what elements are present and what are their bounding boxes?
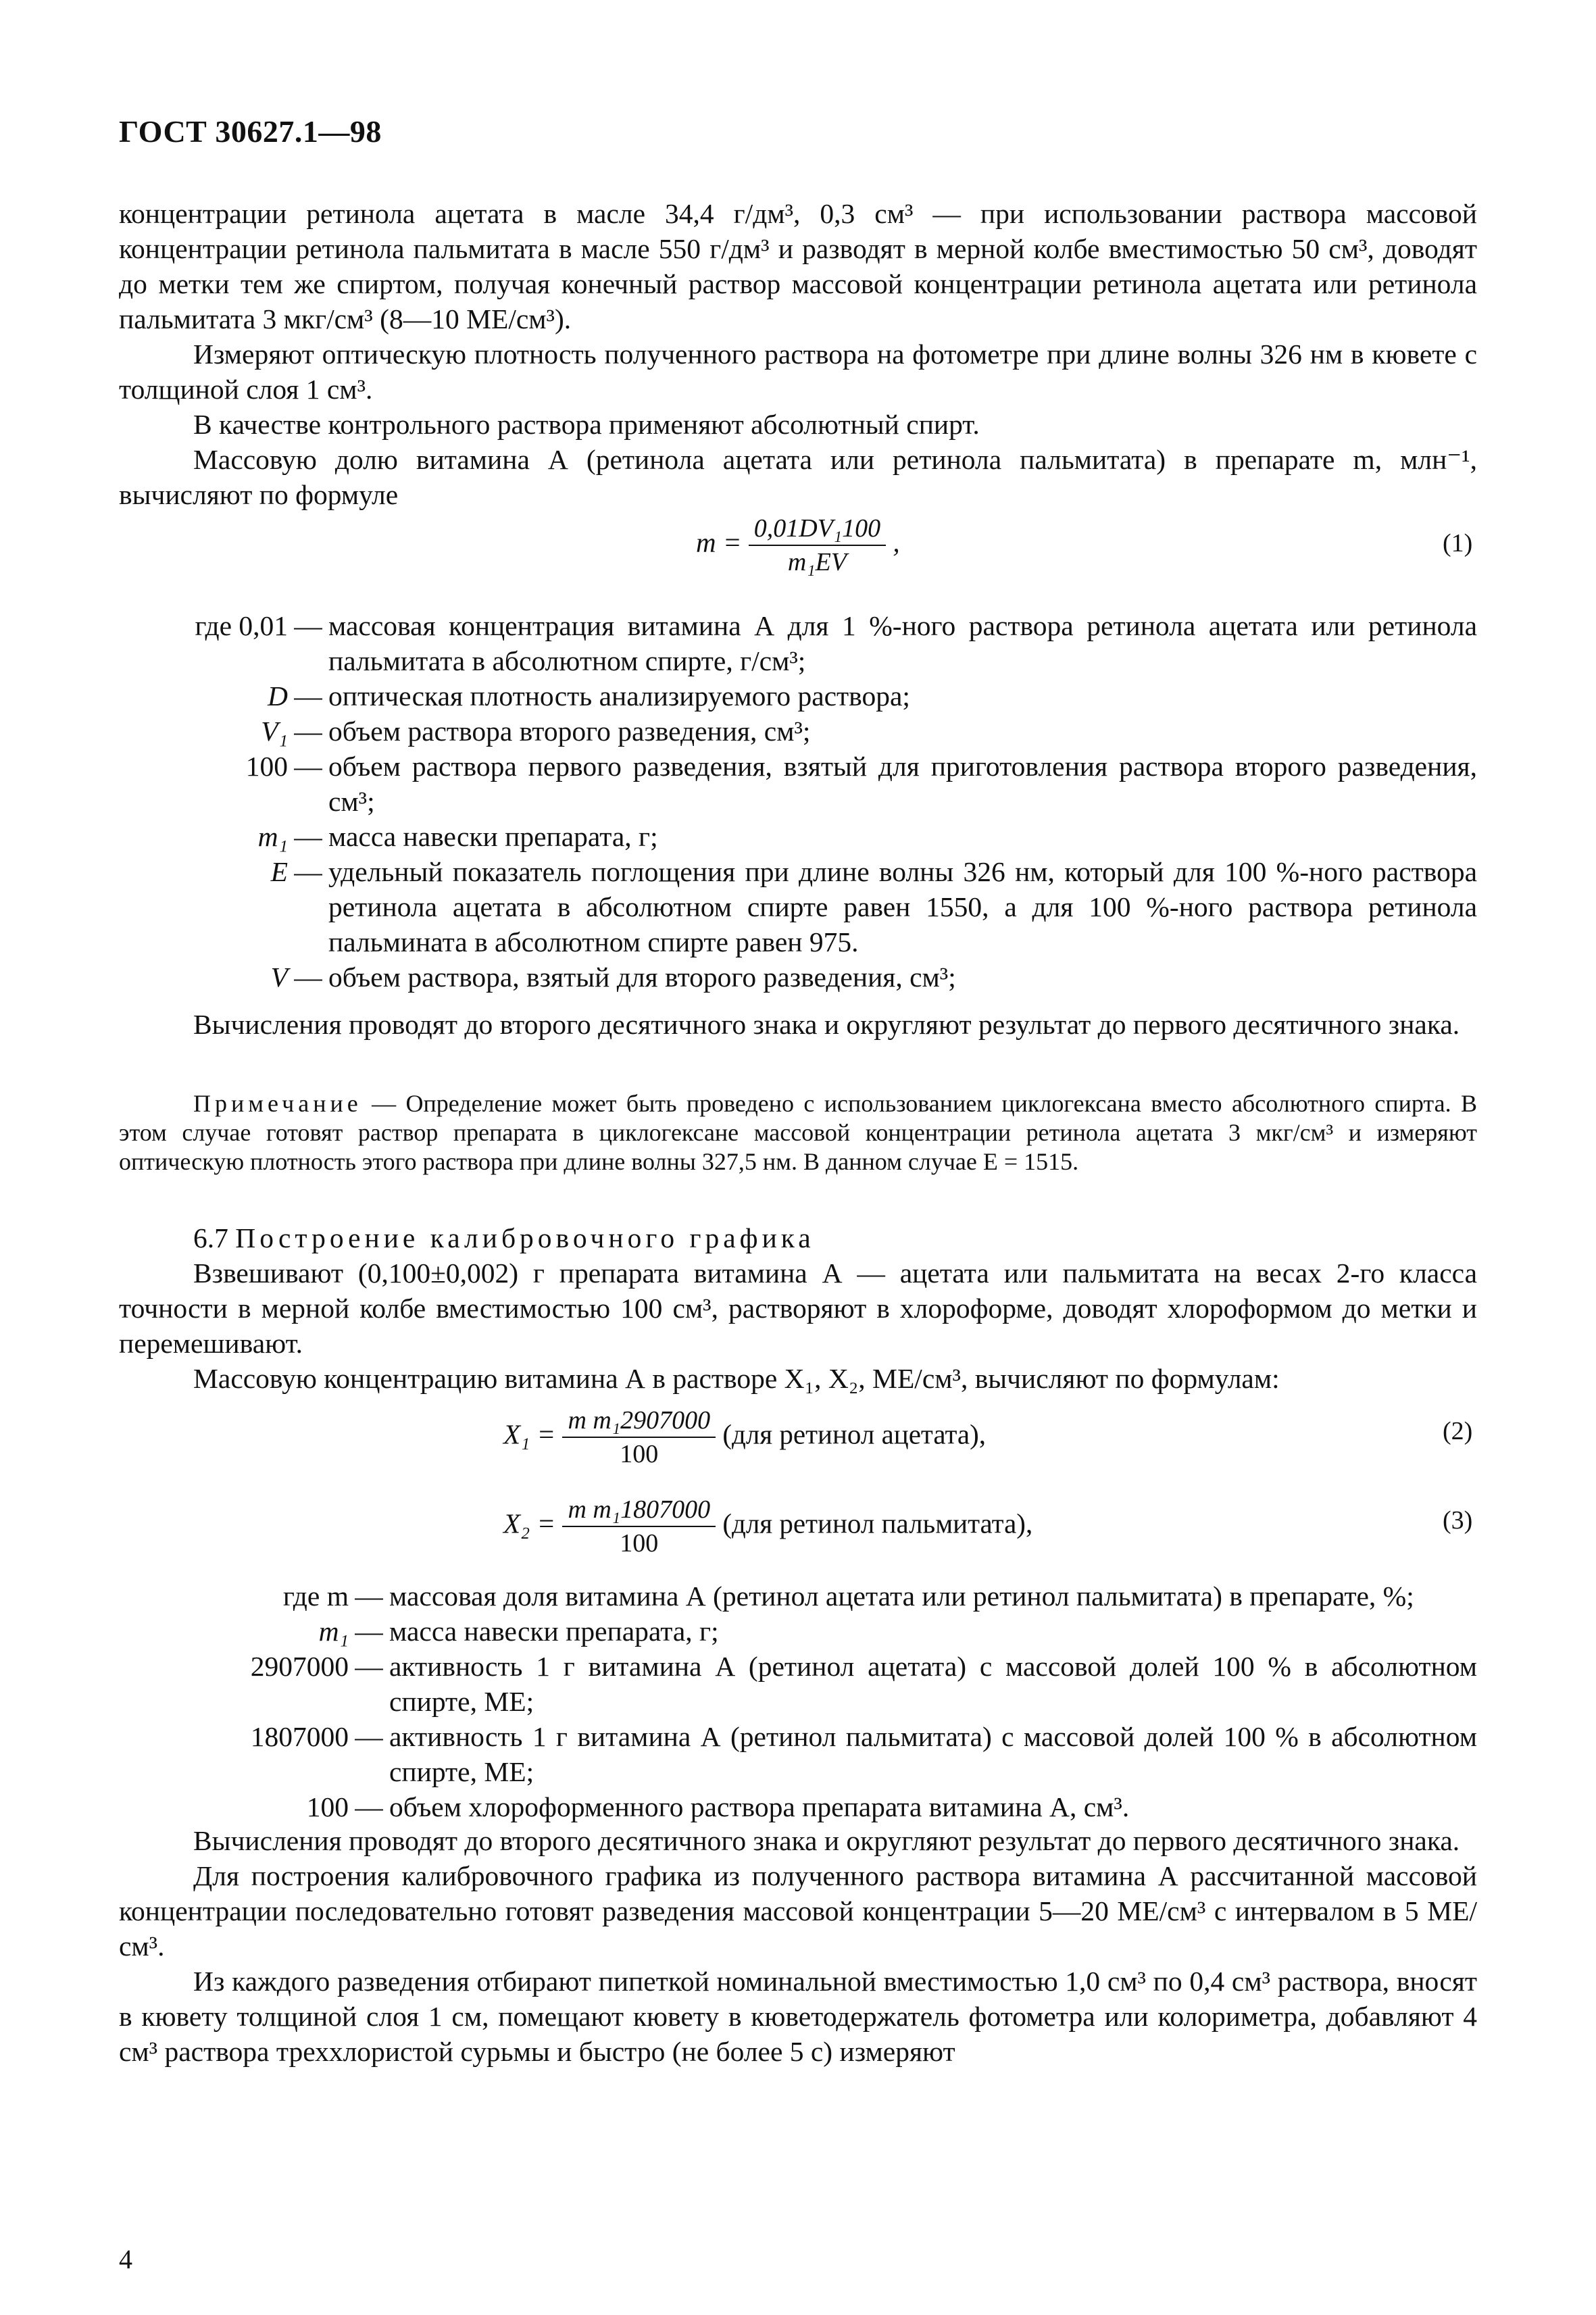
- definition-item: [119, 1649, 1477, 1719]
- definition-item: [119, 749, 1477, 819]
- formula-2-fraction: [562, 1405, 716, 1469]
- definition-item: [119, 714, 1477, 749]
- note-label: Примечание: [193, 1090, 362, 1117]
- definition-text: объем раствора, взятый для второго разведения, см³;: [328, 962, 956, 993]
- definition-item: [119, 1578, 1477, 1614]
- formula-2-denominator: 100: [620, 1440, 659, 1468]
- definition-symbol: m₁: [257, 821, 288, 852]
- definition-item: [119, 960, 1477, 995]
- formula-2-lhs: X₁ =: [503, 1418, 556, 1450]
- formula-1-fraction: [749, 514, 886, 577]
- formula-1-numerator: 0,01DV₁100: [749, 514, 886, 546]
- paragraph-6: Взвешивают (0,100±0,002) г препарата витамина А — ацетата или пальмитата на весах 2-го класса точности в мерной колбе вместимостью 100 см³, растворяют в хлороформе, доводят хлороформом до метки и перемешивают.: [119, 1258, 1477, 1359]
- definition-item: [119, 854, 1477, 960]
- definition-text: масса навески препарата, г;: [389, 1616, 719, 1647]
- body-block-1: [119, 196, 1477, 512]
- page-header: ГОСТ 30627.1—98: [119, 114, 382, 149]
- paragraph-1: концентрации ретинола ацетата в масле 34,4 г/дм³, 0,3 см³ — при использовании раствора массовой концентрации ретинола пальмитата в масле 550 г/дм³ и разводят в мерной колбе вместимостью 50 см³, доводят до метки тем же спиртом, получая конечный раствор массовой концентрации ретинола ацетата или ретинола пальмитата 3 мкг/см³ (8—10 МЕ/см³).: [119, 198, 1477, 334]
- definition-item: [119, 608, 1477, 678]
- paragraph-7: Массовую концентрацию витамина А в растворе X₁, X₂, МЕ/см³, вычисляют по формулам:: [193, 1363, 1280, 1394]
- definition-symbol: m₁: [318, 1616, 349, 1647]
- definition-symbol: V₁: [261, 716, 288, 747]
- definition-text: объем раствора второго разведения, см³;: [328, 716, 811, 747]
- paragraph-8: Вычисления проводят до второго десятичного знака и округляют результат до первого десятичного знака.: [193, 1825, 1460, 1856]
- paragraph-4: Массовую долю витамина А (ретинола ацетата или ретинола пальмитата) в препарате m, млн⁻¹, вычисляют по формуле: [119, 444, 1477, 510]
- definition-text: активность 1 г витамина А (ретинол ацетата) с массовой долей 100 % в абсолютном спирте, МЕ;: [389, 1651, 1477, 1717]
- formula-1-tail: ,: [893, 526, 900, 558]
- paragraph-2: Измеряют оптическую плотность полученного раствора на фотометре при длине волны 326 нм в кювете с толщиной слоя 1 см³.: [119, 339, 1477, 405]
- definition-symbol: где m: [282, 1580, 349, 1612]
- definition-text: оптическая плотность анализируемого раствора;: [328, 680, 910, 712]
- formula-3-tail: (для ретинол пальмитата),: [722, 1508, 1033, 1539]
- note-block: [119, 1089, 1477, 1176]
- formula-3: [503, 1495, 1032, 1558]
- definition-dash: —: [355, 1616, 383, 1647]
- definitions-2: [119, 1578, 1477, 1824]
- definition-dash: —: [294, 610, 322, 641]
- definition-item: [119, 1789, 1477, 1824]
- definition-item: [119, 819, 1477, 854]
- definition-text: массовая доля витамина А (ретинол ацетата или ретинол пальмитата) в препарате, %;: [389, 1580, 1414, 1612]
- formula-1-denominator: m₁EV: [787, 548, 847, 576]
- formula-3-fraction: [562, 1495, 716, 1558]
- definition-symbol: 100: [306, 1791, 349, 1822]
- paragraph-9: Для построения калибровочного графика из полученного раствора витамина А рассчитанной массовой концентрации последовательно готовят разведения массовой концентрации 5—20 МЕ/см³ с интервалом в 5 МЕ/см³.: [119, 1860, 1477, 1962]
- section-title: Построение калибровочного графика: [235, 1222, 815, 1253]
- note-paragraph: [119, 1089, 1477, 1176]
- formula-2-tail: (для ретинол ацетата),: [722, 1418, 986, 1450]
- section-number: 6.7: [193, 1222, 228, 1253]
- definition-item: [119, 1614, 1477, 1649]
- definition-item: [119, 678, 1477, 714]
- definition-item: [119, 1719, 1477, 1789]
- formula-2-numerator: m m₁2907000: [562, 1405, 716, 1438]
- definition-dash: —: [294, 716, 322, 747]
- definition-text: объем хлороформенного раствора препарата витамина А, см³.: [389, 1791, 1130, 1822]
- definition-dash: —: [355, 1651, 383, 1682]
- definition-dash: —: [355, 1580, 383, 1612]
- definition-symbol: где 0,01: [195, 610, 288, 641]
- formula-1: [696, 514, 900, 577]
- definition-symbol: 100: [245, 751, 288, 782]
- formula-3-lhs: X₂ =: [503, 1508, 556, 1539]
- definition-text: массовая концентрация витамина А для 1 %-ного раствора ретинола ацетата или ретинола пальмитата в абсолютном спирте, г/см³;: [328, 610, 1477, 676]
- formula-2: [503, 1405, 986, 1469]
- formula-2-number: (2): [1443, 1417, 1473, 1445]
- paragraph-10: Из каждого разведения отбирают пипеткой номинальной вместимостью 1,0 см³ по 0,4 см³ раствора, вносят в кювету толщиной слоя 1 см, помещают кювету в кюветодержатель фотометра или колориметра, добавляют 4 см³ раствора треххлористой сурьмы и быстро (не более 5 с) измеряют: [119, 1966, 1477, 2067]
- definition-dash: —: [355, 1721, 383, 1752]
- formula-3-number: (3): [1443, 1506, 1473, 1535]
- definition-text: масса навески препарата, г;: [328, 821, 658, 852]
- formula-1-number: (1): [1443, 529, 1473, 557]
- definition-symbol: V: [270, 962, 288, 993]
- definition-dash: —: [294, 856, 322, 887]
- section-6-7: [119, 1220, 1477, 1396]
- section-heading: [119, 1220, 1477, 1255]
- body-block-2: [119, 1823, 1477, 2069]
- definition-symbol: D: [268, 680, 288, 712]
- note-text: — Определение может быть проведено с использованием циклогексана вместо абсолютного спирта. В этом случае готовят раствор препарата в циклогексане массовой концентрации ретинола ацетата 3 мкг/см³ и измеряют оптическую плотность этого раствора при длине волны 327,5 нм. В данном случае E = 1515.: [119, 1090, 1477, 1175]
- definition-dash: —: [294, 962, 322, 993]
- definition-dash: —: [294, 751, 322, 782]
- definition-dash: —: [294, 821, 322, 852]
- definition-dash: —: [294, 680, 322, 712]
- definition-symbol: 2907000: [250, 1651, 349, 1682]
- definition-symbol: 1807000: [250, 1721, 349, 1752]
- definition-symbol: E: [270, 856, 288, 887]
- definition-text: объем раствора первого разведения, взятый для приготовления раствора второго разведения, см³;: [328, 751, 1477, 817]
- definitions-1: [119, 608, 1477, 995]
- definition-text: удельный показатель поглощения при длине волны 326 нм, который для 100 %-ного раствора ретинола ацетата в абсолютном спирте равен 1550, а для 100 %-ного раствора ретинола пальмината в абсолютном спирте равен 975.: [328, 856, 1477, 957]
- formula-3-denominator: 100: [620, 1529, 659, 1558]
- definition-text: активность 1 г витамина А (ретинол пальмитата) с массовой долей 100 % в абсолютном спирте, МЕ;: [389, 1721, 1477, 1787]
- paragraph-5: Вычисления проводят до второго десятичного знака и округляют результат до первого десятичного знака.: [193, 1009, 1460, 1040]
- paragraph-3: В качестве контрольного раствора применяют абсолютный спирт.: [193, 409, 980, 440]
- formula-3-numerator: m m₁1807000: [562, 1495, 716, 1527]
- formula-1-lhs: m =: [696, 526, 742, 558]
- page-number: 4: [119, 2244, 132, 2274]
- definition-dash: —: [355, 1791, 383, 1822]
